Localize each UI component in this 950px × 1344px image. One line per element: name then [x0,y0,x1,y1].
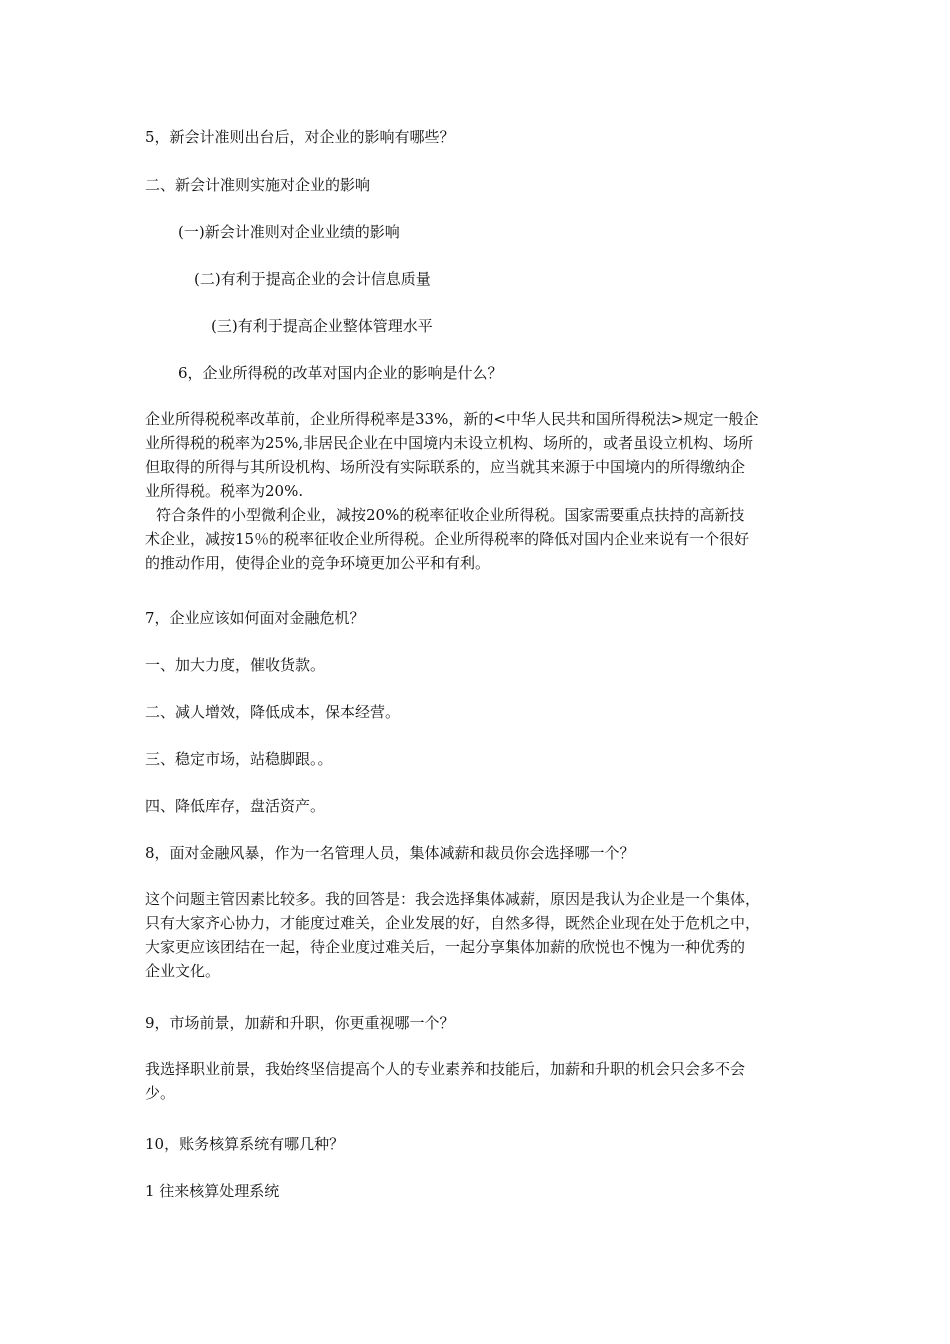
answer-6-line: 业所得税的税率为25%,非居民企业在中国境内未设立机构、场所的，或者虽设立机构、场所 [145,434,754,452]
answer-6-line: 的推动作用，使得企业的竞争环境更加公平和有利。 [145,554,491,572]
measure-3: 三、稳定市场，站稳脚跟。。 [145,750,333,768]
answer-6-line: 业所得税。税率为20%. [145,482,304,500]
section-heading-2: 二、新会计准则实施对企业的影响 [145,176,371,194]
question-8: 8，面对金融风暴，作为一名管理人员，集体减薪和裁员你会选择哪一个？ [145,844,635,862]
answer-8-line: 大家更应该团结在一起，待企业度过难关后，一起分享集体加薪的欣悦也不愧为一种优秀的 [145,938,746,956]
question-9: 9，市场前景，加薪和升职，你更重视哪一个？ [145,1014,455,1032]
question-10: 10，账务核算系统有哪几种？ [145,1135,345,1153]
point-3: (三)有利于提高企业整体管理水平 [211,317,433,335]
answer-8 [145,887,810,983]
measure-2: 二、减人增效，降低成本，保本经营。 [145,703,401,721]
answer-6-line: 但取得的所得与其所设机构、场所没有实际联系的，应当就其来源于中国境内的所得缴纳企 [145,458,746,476]
question-7: 7，企业应该如何面对金融危机？ [145,609,365,627]
measure-4: 四、降低库存，盘活资产。 [145,797,326,815]
answer-6-line: 术企业，减按15％的税率征收企业所得税。企业所得税率的降低对国内企业来说有一个很好 [145,530,750,548]
question-6: 6，企业所得税的改革对国内企业的影响是什么？ [178,364,503,382]
measure-1: 一、加大力度，催收货款。 [145,656,326,674]
answer-9 [145,1057,810,1105]
answer-9-line: 少。 [145,1084,176,1102]
system-item-1: 1 往来核算处理系统 [145,1182,280,1200]
answer-8-line: 企业文化。 [145,962,221,980]
answer-8-line: 这个问题主管因素比较多。我的回答是：我会选择集体减薪，原因是我认为企业是一个集体， [145,890,761,908]
point-2: (二)有利于提高企业的会计信息质量 [194,270,431,288]
question-5: 5，新会计准则出台后，对企业的影响有哪些？ [145,128,455,146]
answer-8-line: 只有大家齐心协力，才能度过难关，企业发展的好，自然多得，既然企业现在处于危机之中， [145,914,761,932]
answer-6-line: 符合条件的小型微利企业，减按20%的税率征收企业所得税。国家需要重点扶持的高新技 [156,506,745,524]
point-1: (一)新会计准则对企业业绩的影响 [178,223,400,241]
answer-6 [145,407,810,575]
answer-9-line: 我选择职业前景，我始终坚信提高个人的专业素养和技能后，加薪和升职的机会只会多不会 [145,1060,746,1078]
answer-6-line: 企业所得税税率改革前，企业所得税率是33%，新的<中华人民共和国所得税法>规定一般企 [145,410,759,428]
